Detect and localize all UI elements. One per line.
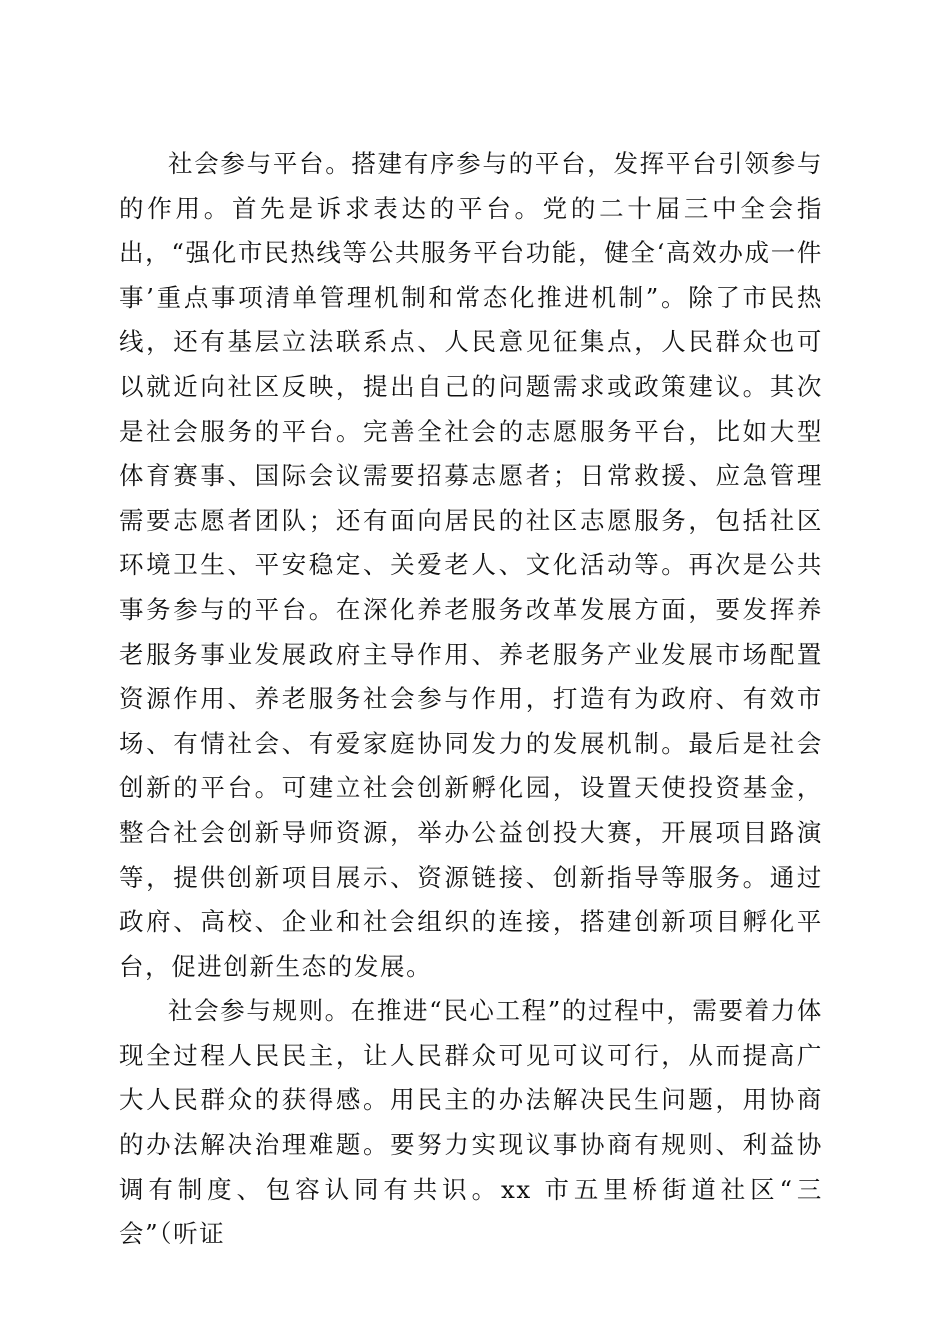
paragraph-social-participation-rules: 社会参与规则。在推进“民心工程”的过程中，需要着力体现全过程人民民主，让人民群众可见可议可行，从而提高广大人民群众的获得感。用民主的办法解决民生问题，用协商的办法解决治理难题。要努力实现议事协商有规则、利益协调有制度、包容认同有共识。xx 市五里桥街道社区“三会”（听证 xyxy=(119,996,823,1249)
document-body xyxy=(119,142,823,1257)
paragraph-social-participation-platform: 社会参与平台。搭建有序参与的平台，发挥平台引领参与的作用。首先是诉求表达的平台。党的二十届三中全会指出，“强化市民热线等公共服务平台功能，健全‘高效办成一件事’重点事项清单管理机制和常态化推进机制”。除了市民热线，还有基层立法联系点、人民意见征集点，人民群众也可以就近向社区反映，提出自己的问题需求或政策建议。其次是社会服务的平台。完善全社会的志愿服务平台，比如大型体育赛事、国际会议需要招募志愿者；日常救援、应急管理需要志愿者团队；还有面向居民的社区志愿服务，包括社区环境卫生、平安稳定、关爱老人、文化活动等。再次是公共事务参与的平台。在深化养老服务改革发展方面，要发挥养老服务事业发展政府主导作用、养老服务产业发展市场配置资源作用、养老服务社会参与作用，打造有为政府、有效市场、有情社会、有爱家庭协同发力的发展机制。最后是社会创新的平台。可建立社会创新孵化园，设置天使投资基金，整合社会创新导师资源，举办公益创投大赛，开展项目路演等，提供创新项目展示、资源链接、创新指导等服务。通过政府、高校、企业和社会组织的连接，搭建创新项目孵化平台，促进创新生态的发展。 xyxy=(119,149,823,981)
